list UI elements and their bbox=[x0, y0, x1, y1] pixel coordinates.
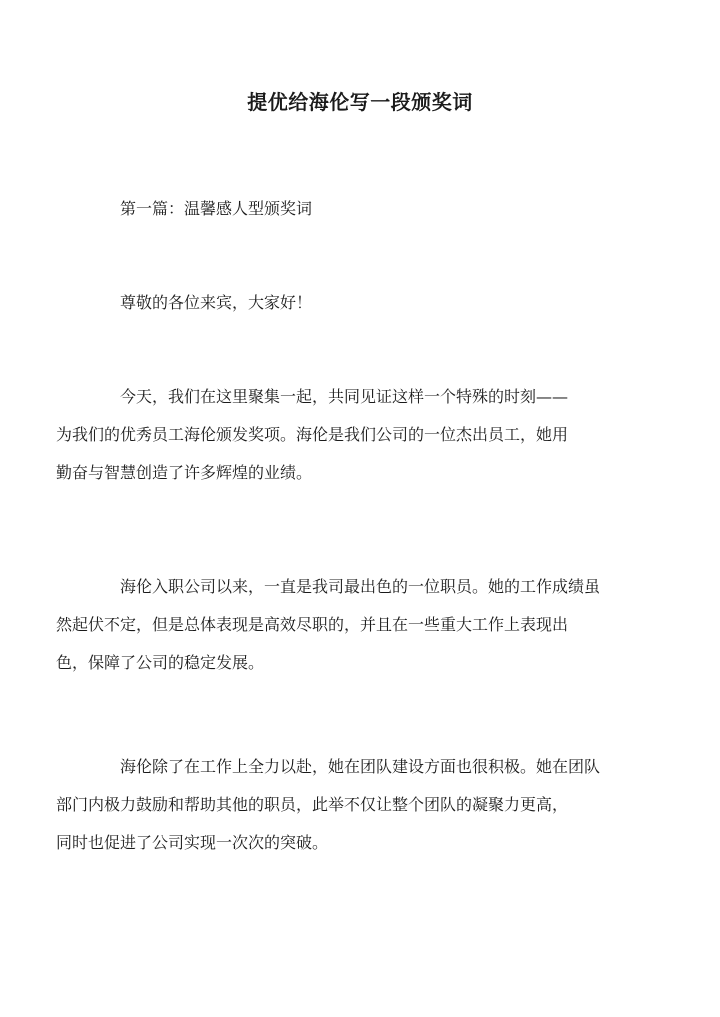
paragraph-line: 勤奋与智慧创造了许多辉煌的业绩。 bbox=[56, 463, 313, 482]
paragraph-line: 海伦入职公司以来，一直是我司最出色的一位职员。她的工作成绩虽 bbox=[120, 577, 601, 596]
paragraph-line: 然起伏不定，但是总体表现是高效尽职的，并且在一些重大工作上表现出 bbox=[56, 615, 569, 634]
paragraph-3 bbox=[56, 748, 636, 862]
paragraph-line: 海伦除了在工作上全力以赴，她在团队建设方面也很积极。她在团队 bbox=[120, 757, 601, 776]
greeting-text: 尊敬的各位来宾，大家好！ bbox=[120, 293, 313, 312]
paragraph-line: 为我们的优秀员工海伦颁发奖项。海伦是我们公司的一位杰出员工，她用 bbox=[56, 425, 569, 444]
paragraph-1 bbox=[56, 378, 636, 492]
document-title: 提优给海伦写一段颁奖词 bbox=[247, 90, 473, 114]
paragraph-line: 同时也促进了公司实现一次次的突破。 bbox=[56, 833, 329, 852]
section-heading-text: 第一篇：温馨感人型颁奖词 bbox=[120, 199, 313, 218]
paragraph-line: 今天，我们在这里聚集一起，共同见证这样一个特殊的时刻—— bbox=[120, 387, 569, 406]
paragraph-2 bbox=[56, 568, 636, 682]
greeting-paragraph bbox=[88, 284, 636, 322]
section-heading bbox=[88, 190, 636, 228]
paragraph-line: 色，保障了公司的稳定发展。 bbox=[56, 653, 265, 672]
paragraph-line: 部门内极力鼓励和帮助其他的职员，此举不仅让整个团队的凝聚力更高， bbox=[56, 795, 569, 814]
